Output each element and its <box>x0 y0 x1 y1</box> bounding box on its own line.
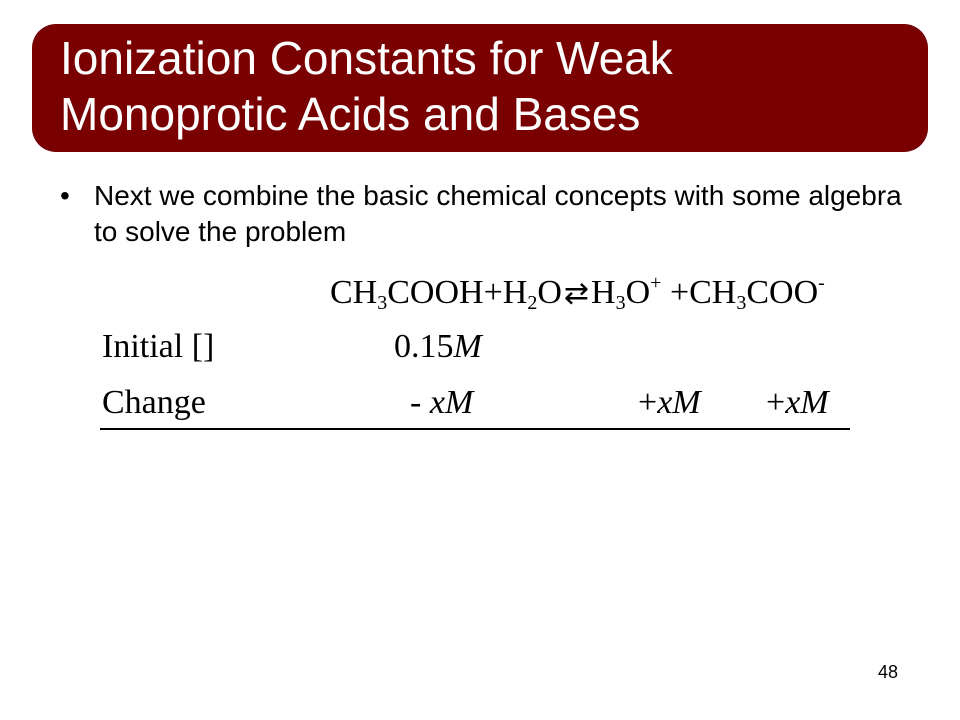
slide-title-line-2: Monoprotic Acids and Bases <box>60 88 641 140</box>
ice-row-initial-label: Initial [] <box>102 328 215 365</box>
table-divider-line <box>100 428 850 430</box>
title-banner <box>32 24 928 152</box>
slide-title-line-1: Ionization Constants for Weak <box>60 32 673 84</box>
ice-initial-reactant: 0.15M <box>394 328 482 365</box>
bullet-point <box>60 178 920 250</box>
bullet-text: Next we combine the basic chemical concepts with some algebra to solve the problem <box>94 180 902 247</box>
acetic-acid: $CH_3COOH$ <box>330 274 484 314</box>
ice-change-product2: +xM <box>766 384 829 421</box>
ice-change-reactant: - xM <box>410 384 474 421</box>
bullet-dot: • <box>60 180 70 211</box>
slide-number: 48 <box>878 662 899 682</box>
ice-row-change-label: Change <box>102 384 206 421</box>
acetate: $CH_3COO^-$ <box>689 272 825 314</box>
plus-sign: + <box>483 274 503 311</box>
plus-sign: + <box>669 274 690 311</box>
equilibrium-arrow-icon: ⇄ <box>563 277 590 310</box>
hydronium: $H_3O^+$ <box>591 272 662 314</box>
water: $H_2O$ <box>502 274 562 314</box>
ice-change-product1: +xM <box>638 384 701 421</box>
chemical-equation <box>330 272 825 315</box>
